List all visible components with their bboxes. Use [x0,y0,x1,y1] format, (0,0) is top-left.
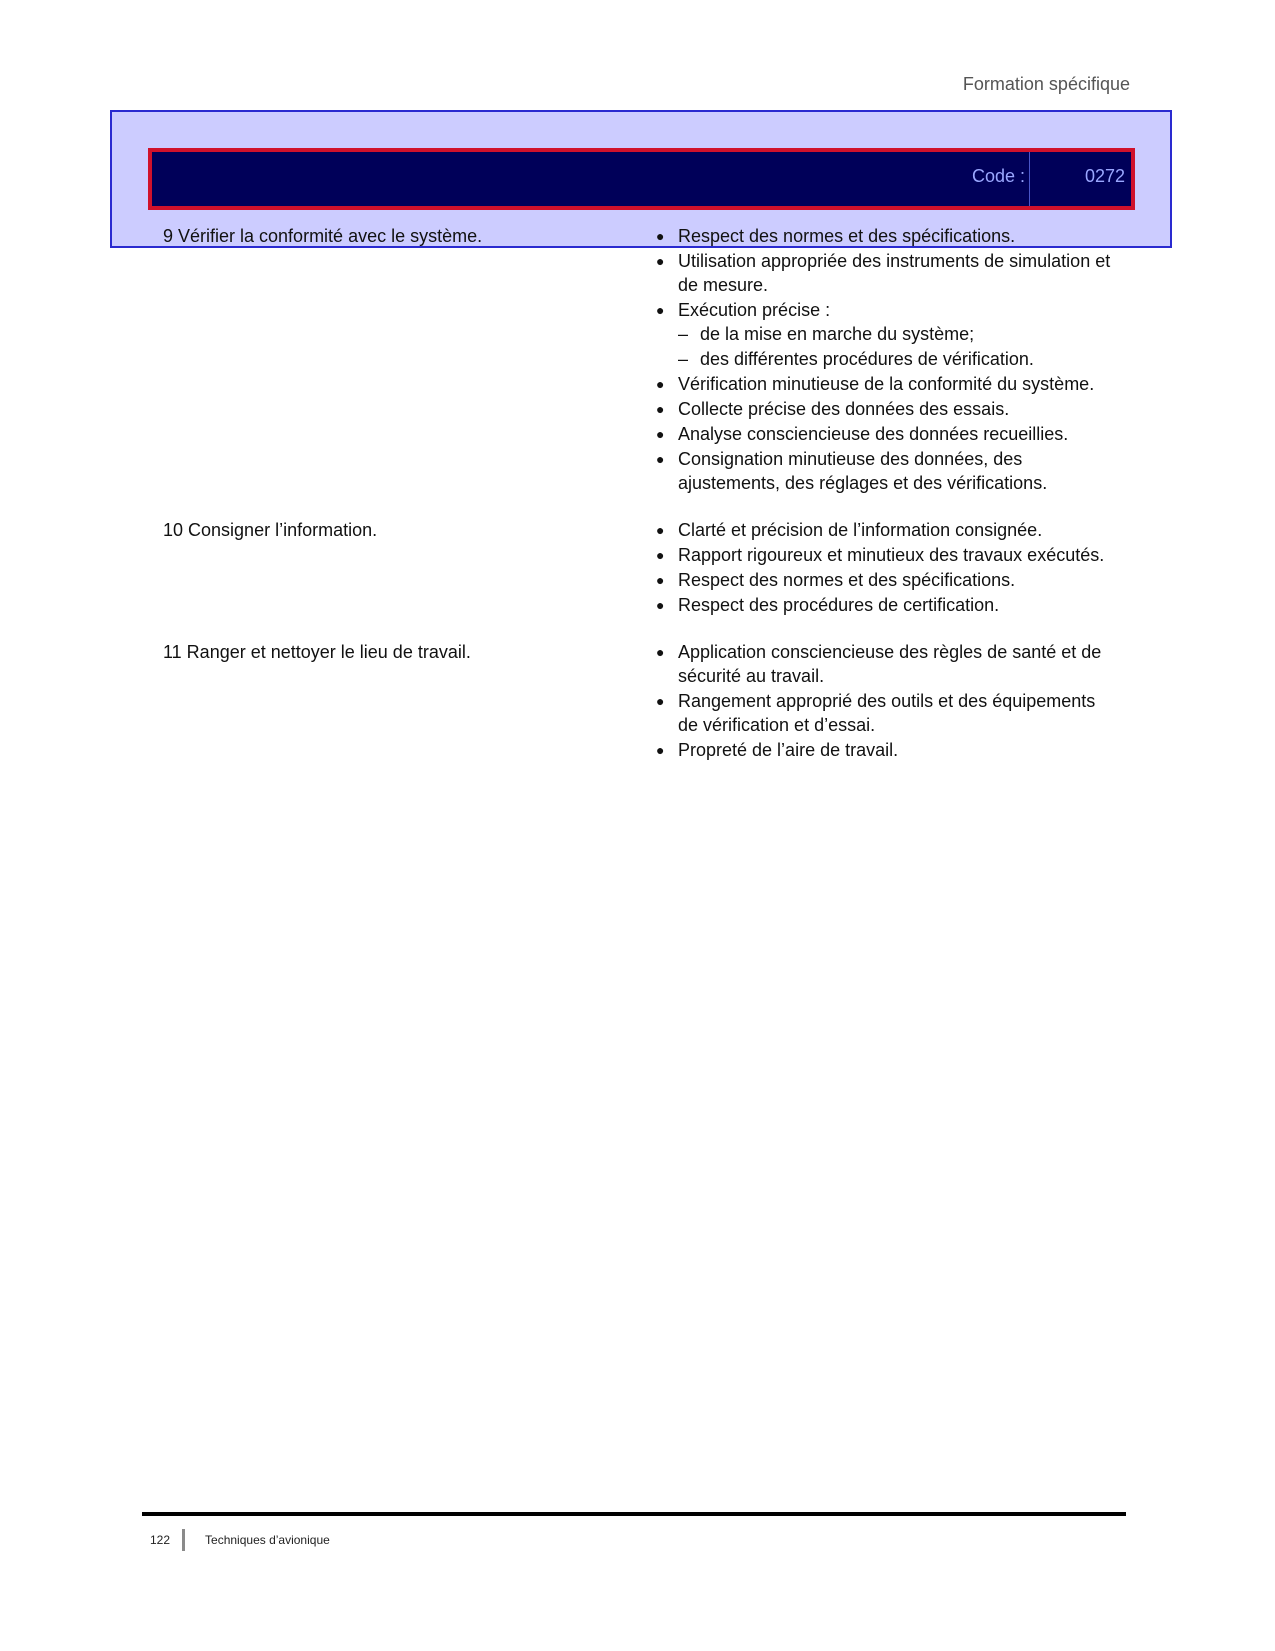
task-label: 10 Consigner l’information. [163,520,378,540]
bullet-icon: ● [656,401,665,417]
sub-criteria-item [678,347,1116,371]
bullet-icon: ● [656,522,665,538]
table-row [163,640,1123,763]
criteria-text: Exécution précise : [678,300,831,320]
criteria-item [656,543,1116,567]
competency-table [163,224,1123,785]
criteria-item [656,689,1116,737]
bullet-icon: ● [656,376,665,392]
criteria-text: Analyse consciencieuse des données recueillies. [678,424,1069,444]
criteria-text: Utilisation appropriée des instruments de simulation et de mesure. [678,251,1111,295]
sub-criteria-text: des différentes procédures de vérification. [700,349,1034,369]
criteria-item [656,249,1116,297]
bullet-icon: ● [656,572,665,588]
criteria-item [656,738,1116,762]
criteria-text: Consignation minutieuse des données, des ajustements, des réglages et des vérifications. [678,449,1048,493]
criteria-text: Rangement approprié des outils et des équipements de vérification et d’essai. [678,691,1096,735]
criteria-text: Clarté et précision de l’information consignée. [678,520,1043,540]
table-row [163,518,1123,618]
table-row [163,224,1123,496]
criteria-item [656,372,1116,396]
criteria-item [656,298,1116,371]
dash-icon: – [678,349,689,369]
code-divider [1029,152,1030,206]
criteria-item [656,568,1116,592]
criteria-text: Respect des normes et des spécifications. [678,570,1016,590]
code-value: 0272 [1084,166,1125,186]
sub-criteria-list [678,322,1116,371]
footer-rule [142,1512,1126,1516]
code-bar [148,148,1135,210]
sub-criteria-item [678,322,1116,346]
bullet-icon: ● [656,451,665,467]
task-label: 9 Vérifier la conformité avec le système. [163,226,483,246]
criteria-list [656,224,1116,496]
criteria-list [656,518,1116,618]
bullet-icon: ● [656,693,665,709]
bullet-icon: ● [656,644,665,660]
bullet-icon: ● [656,228,665,244]
criteria-text: Respect des procédures de certification. [678,595,1000,615]
bullet-icon: ● [656,302,665,318]
criteria-text: Rapport rigoureux et minutieux des travaux exécutés. [678,545,1105,565]
bullet-icon: ● [656,253,665,269]
bullet-icon: ● [656,547,665,563]
bullet-icon: ● [656,742,665,758]
criteria-item [656,397,1116,421]
criteria-text: Respect des normes et des spécifications. [678,226,1016,246]
bullet-icon: ● [656,426,665,442]
bullet-icon: ● [656,597,665,613]
sub-criteria-text: de la mise en marche du système; [700,324,975,344]
criteria-text: Propreté de l’aire de travail. [678,740,899,760]
criteria-text: Vérification minutieuse de la conformité du système. [678,374,1095,394]
dash-icon: – [678,324,689,344]
criteria-item [656,640,1116,688]
criteria-item [656,518,1116,542]
task-label: 11 Ranger et nettoyer le lieu de travail. [163,642,471,662]
criteria-item [656,422,1116,446]
criteria-item [656,593,1116,617]
section-label: Formation spécifique [962,74,1130,94]
footer [150,1529,330,1551]
page-number: 122 [150,1533,171,1547]
code-label: Code : [972,166,1026,186]
criteria-item [656,224,1116,248]
criteria-text: Collecte précise des données des essais. [678,399,1010,419]
criteria-item [656,447,1116,495]
document-title: Techniques d’avionique [205,1533,330,1547]
footer-separator [182,1529,185,1551]
criteria-list [656,640,1116,763]
criteria-text: Application consciencieuse des règles de santé et de sécurité au travail. [678,642,1102,686]
